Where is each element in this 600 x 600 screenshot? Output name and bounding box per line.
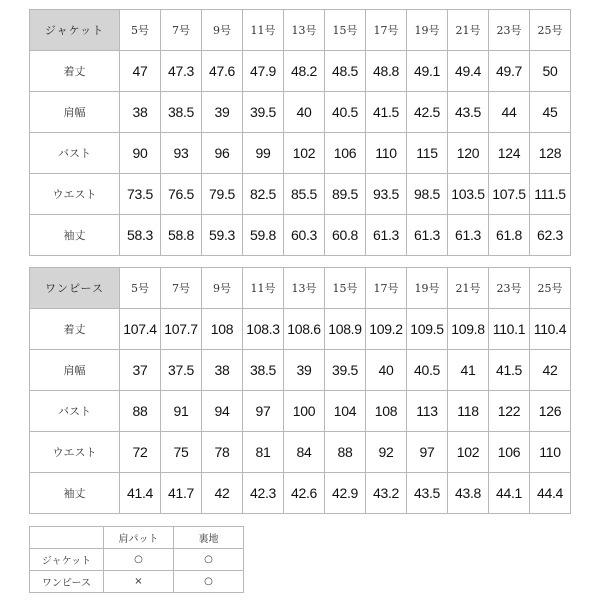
measurement-cell: 110 [530, 432, 571, 473]
measurement-cell: 44 [489, 92, 530, 133]
size-header: 23号 [489, 268, 530, 309]
row-label: 着丈 [30, 309, 120, 350]
table-row [30, 215, 571, 256]
measurement-cell: 50 [530, 51, 571, 92]
size-header: 5号 [120, 268, 161, 309]
measurement-cell: 47.3 [161, 51, 202, 92]
feature-row [30, 549, 244, 571]
measurement-cell: 109.5 [407, 309, 448, 350]
measurement-cell: 48.5 [325, 51, 366, 92]
row-label: 肩幅 [30, 350, 120, 391]
jacket-size-table [29, 9, 571, 256]
size-header: 9号 [202, 10, 243, 51]
row-label: バスト [30, 391, 120, 432]
measurement-cell: 110.4 [530, 309, 571, 350]
measurement-cell: 110.1 [489, 309, 530, 350]
measurement-cell: 109.2 [366, 309, 407, 350]
measurement-cell: 40 [284, 92, 325, 133]
measurement-cell: 79.5 [202, 174, 243, 215]
row-label: 着丈 [30, 51, 120, 92]
feature-row-label: ワンピース [30, 571, 104, 593]
measurement-cell: 115 [407, 133, 448, 174]
measurement-cell: 42 [202, 473, 243, 514]
measurement-cell: 43.5 [448, 92, 489, 133]
measurement-cell: 81 [243, 432, 284, 473]
size-header: 19号 [407, 10, 448, 51]
measurement-cell: 61.3 [366, 215, 407, 256]
measurement-cell: 47.6 [202, 51, 243, 92]
table-row [30, 350, 571, 391]
measurement-cell: 107.7 [161, 309, 202, 350]
table-row [30, 391, 571, 432]
measurement-cell: 108 [366, 391, 407, 432]
size-header: 25号 [530, 10, 571, 51]
measurement-cell: 93 [161, 133, 202, 174]
size-header: 7号 [161, 10, 202, 51]
feature-corner [30, 527, 104, 549]
measurement-cell: 48.8 [366, 51, 407, 92]
size-header: 5号 [120, 10, 161, 51]
size-header: 15号 [325, 268, 366, 309]
measurement-cell: 49.4 [448, 51, 489, 92]
size-header: 21号 [448, 268, 489, 309]
header-row [30, 10, 571, 51]
measurement-cell: 37 [120, 350, 161, 391]
measurement-cell: 113 [407, 391, 448, 432]
measurement-cell: 108.6 [284, 309, 325, 350]
measurement-cell: 61.3 [407, 215, 448, 256]
measurement-cell: 43.2 [366, 473, 407, 514]
feature-table [29, 526, 244, 593]
feature-mark: ○ [174, 571, 244, 593]
measurement-cell: 96 [202, 133, 243, 174]
measurement-cell: 88 [120, 391, 161, 432]
measurement-cell: 92 [366, 432, 407, 473]
measurement-cell: 42.3 [243, 473, 284, 514]
size-header: 15号 [325, 10, 366, 51]
measurement-cell: 90 [120, 133, 161, 174]
measurement-cell: 39.5 [243, 92, 284, 133]
header-row [30, 268, 571, 309]
measurement-cell: 93.5 [366, 174, 407, 215]
measurement-cell: 91 [161, 391, 202, 432]
measurement-cell: 111.5 [530, 174, 571, 215]
measurement-cell: 61.3 [448, 215, 489, 256]
measurement-cell: 102 [448, 432, 489, 473]
size-header: 25号 [530, 268, 571, 309]
measurement-cell: 107.4 [120, 309, 161, 350]
table-row [30, 92, 571, 133]
table-row [30, 432, 571, 473]
measurement-cell: 40 [366, 350, 407, 391]
size-header: 23号 [489, 10, 530, 51]
feature-mark: ○ [174, 549, 244, 571]
measurement-cell: 76.5 [161, 174, 202, 215]
measurement-cell: 58.8 [161, 215, 202, 256]
measurement-cell: 89.5 [325, 174, 366, 215]
measurement-cell: 61.8 [489, 215, 530, 256]
table-title: ワンピース [30, 268, 120, 309]
measurement-cell: 41.7 [161, 473, 202, 514]
measurement-cell: 42.6 [284, 473, 325, 514]
measurement-cell: 109.8 [448, 309, 489, 350]
row-label: ウエスト [30, 432, 120, 473]
measurement-cell: 82.5 [243, 174, 284, 215]
measurement-cell: 84 [284, 432, 325, 473]
measurement-cell: 42.9 [325, 473, 366, 514]
feature-row-label: ジャケット [30, 549, 104, 571]
measurement-cell: 88 [325, 432, 366, 473]
measurement-cell: 58.3 [120, 215, 161, 256]
feature-col-lining: 裏地 [174, 527, 244, 549]
measurement-cell: 72 [120, 432, 161, 473]
row-label: バスト [30, 133, 120, 174]
measurement-cell: 40.5 [407, 350, 448, 391]
measurement-cell: 97 [407, 432, 448, 473]
measurement-cell: 108.3 [243, 309, 284, 350]
size-header: 13号 [284, 268, 325, 309]
measurement-cell: 99 [243, 133, 284, 174]
measurement-cell: 124 [489, 133, 530, 174]
size-header: 7号 [161, 268, 202, 309]
measurement-cell: 110 [366, 133, 407, 174]
size-header: 21号 [448, 10, 489, 51]
measurement-cell: 41.5 [366, 92, 407, 133]
measurement-cell: 118 [448, 391, 489, 432]
measurement-cell: 104 [325, 391, 366, 432]
measurement-cell: 62.3 [530, 215, 571, 256]
feature-mark: × [104, 571, 174, 593]
measurement-cell: 106 [489, 432, 530, 473]
measurement-cell: 42 [530, 350, 571, 391]
measurement-cell: 45 [530, 92, 571, 133]
measurement-cell: 41.5 [489, 350, 530, 391]
measurement-cell: 43.8 [448, 473, 489, 514]
feature-header-row [30, 527, 244, 549]
size-header: 17号 [366, 268, 407, 309]
measurement-cell: 38.5 [243, 350, 284, 391]
measurement-cell: 73.5 [120, 174, 161, 215]
measurement-cell: 41 [448, 350, 489, 391]
measurement-cell: 78 [202, 432, 243, 473]
measurement-cell: 100 [284, 391, 325, 432]
table-row [30, 473, 571, 514]
measurement-cell: 97 [243, 391, 284, 432]
measurement-cell: 75 [161, 432, 202, 473]
measurement-cell: 59.3 [202, 215, 243, 256]
measurement-cell: 38 [202, 350, 243, 391]
size-header: 11号 [243, 10, 284, 51]
measurement-cell: 120 [448, 133, 489, 174]
measurement-cell: 85.5 [284, 174, 325, 215]
measurement-cell: 38 [120, 92, 161, 133]
measurement-cell: 98.5 [407, 174, 448, 215]
measurement-cell: 41.4 [120, 473, 161, 514]
row-label: 袖丈 [30, 215, 120, 256]
feature-col-shoulder-pad: 肩パット [104, 527, 174, 549]
measurement-cell: 60.3 [284, 215, 325, 256]
measurement-cell: 47 [120, 51, 161, 92]
measurement-cell: 59.8 [243, 215, 284, 256]
measurement-cell: 103.5 [448, 174, 489, 215]
table-row [30, 51, 571, 92]
measurement-cell: 43.5 [407, 473, 448, 514]
measurement-cell: 126 [530, 391, 571, 432]
feature-row [30, 571, 244, 593]
size-header: 19号 [407, 268, 448, 309]
row-label: 袖丈 [30, 473, 120, 514]
size-header: 17号 [366, 10, 407, 51]
size-header: 13号 [284, 10, 325, 51]
measurement-cell: 106 [325, 133, 366, 174]
measurement-cell: 39 [284, 350, 325, 391]
table-row [30, 133, 571, 174]
measurement-cell: 108 [202, 309, 243, 350]
measurement-cell: 44.4 [530, 473, 571, 514]
measurement-cell: 47.9 [243, 51, 284, 92]
feature-mark: ○ [104, 549, 174, 571]
size-header: 9号 [202, 268, 243, 309]
measurement-cell: 49.7 [489, 51, 530, 92]
measurement-cell: 94 [202, 391, 243, 432]
measurement-cell: 102 [284, 133, 325, 174]
table-title: ジャケット [30, 10, 120, 51]
measurement-cell: 39 [202, 92, 243, 133]
row-label: ウエスト [30, 174, 120, 215]
measurement-cell: 122 [489, 391, 530, 432]
measurement-cell: 40.5 [325, 92, 366, 133]
measurement-cell: 42.5 [407, 92, 448, 133]
table-row [30, 309, 571, 350]
measurement-cell: 48.2 [284, 51, 325, 92]
measurement-cell: 39.5 [325, 350, 366, 391]
measurement-cell: 49.1 [407, 51, 448, 92]
measurement-cell: 107.5 [489, 174, 530, 215]
measurement-cell: 60.8 [325, 215, 366, 256]
onepiece-size-table [29, 267, 571, 514]
row-label: 肩幅 [30, 92, 120, 133]
measurement-cell: 37.5 [161, 350, 202, 391]
table-row [30, 174, 571, 215]
measurement-cell: 108.9 [325, 309, 366, 350]
size-header: 11号 [243, 268, 284, 309]
measurement-cell: 128 [530, 133, 571, 174]
measurement-cell: 44.1 [489, 473, 530, 514]
measurement-cell: 38.5 [161, 92, 202, 133]
